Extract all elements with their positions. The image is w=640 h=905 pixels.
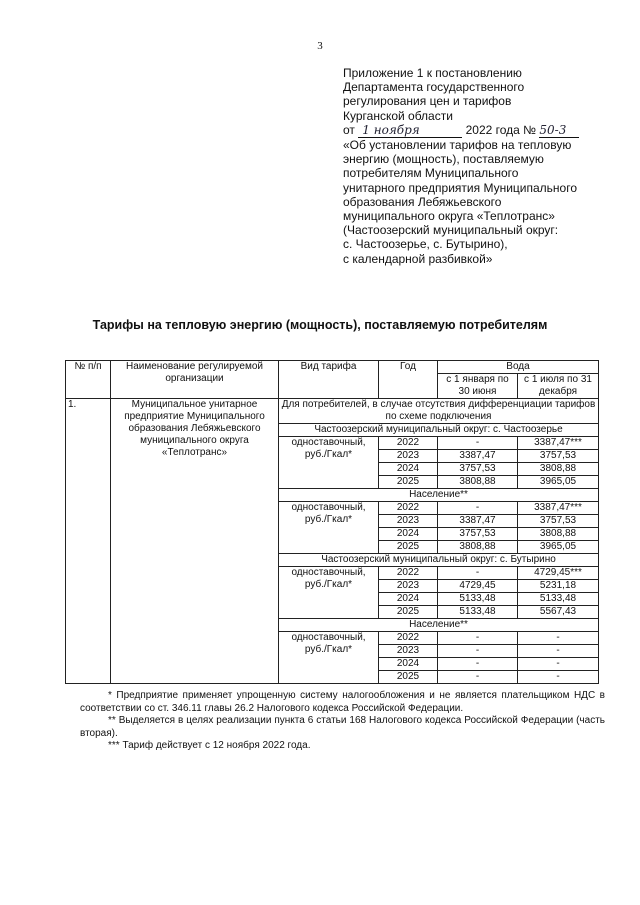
year-cell: 2024 bbox=[379, 463, 438, 476]
appendix-subject bbox=[343, 138, 633, 266]
tariff-h2-cell: 3757,53 bbox=[518, 450, 599, 463]
year-text: 2022 года № bbox=[465, 122, 537, 137]
tariff-h2-cell: 3387,47*** bbox=[518, 437, 599, 450]
tariff-h2-cell: 5231,18 bbox=[518, 580, 599, 593]
section-heading: Население** bbox=[279, 489, 599, 502]
subject-line: с. Частоозерье, с. Бутырино), bbox=[343, 237, 508, 252]
header-type: Вид тарифа bbox=[279, 361, 379, 399]
tariff-h1-cell: - bbox=[438, 671, 518, 684]
header-num: № п/п bbox=[66, 361, 111, 399]
tariff-h2-cell: 4729,45*** bbox=[518, 567, 599, 580]
tariff-h1-cell: - bbox=[438, 567, 518, 580]
tariff-h2-cell: 3387,47*** bbox=[518, 502, 599, 515]
tariff-h2-cell: 3808,88 bbox=[518, 463, 599, 476]
tariff-h1-cell: 3387,47 bbox=[438, 515, 518, 528]
header-water: Вода bbox=[438, 361, 599, 374]
appendix-block bbox=[343, 66, 633, 266]
section-heading: Частоозерский муниципальный округ: с. Частоозерье bbox=[279, 424, 599, 437]
tariff-h2-cell: - bbox=[518, 658, 599, 671]
year-cell: 2024 bbox=[379, 528, 438, 541]
tariff-h2-cell: 5567,43 bbox=[518, 606, 599, 619]
tariff-h2-cell: - bbox=[518, 645, 599, 658]
tariff-h1-cell: 3808,88 bbox=[438, 541, 518, 554]
tariff-h2-cell: 3965,05 bbox=[518, 541, 599, 554]
appendix-line: Департамента государственного bbox=[343, 80, 525, 95]
header-period-2: с 1 июля по 31 декабря bbox=[518, 374, 599, 399]
subject-line: образования Лебяжьевского bbox=[343, 194, 502, 209]
tariff-h1-cell: 3808,88 bbox=[438, 476, 518, 489]
footnote: ** Выделяется в целях реализации пункта 6 статьи 168 Налогового кодекса Российской Федерации (часть вторая). bbox=[80, 715, 605, 739]
appendix-line: регулирования цен и тарифов bbox=[343, 94, 512, 109]
page-number: 3 bbox=[317, 40, 323, 52]
subject-line: муниципального округа «Теплотранс» bbox=[343, 209, 555, 224]
subject-line: «Об установлении тарифов на тепловую bbox=[343, 138, 572, 153]
year-cell: 2023 bbox=[379, 450, 438, 463]
tariff-h1-cell: - bbox=[438, 632, 518, 645]
subject-line: энергию (мощность), поставляемую bbox=[343, 152, 544, 167]
subject-line: унитарного предприятия Муниципального bbox=[343, 180, 577, 195]
year-cell: 2024 bbox=[379, 593, 438, 606]
tariff-h2-cell: 5133,48 bbox=[518, 593, 599, 606]
section-heading: Для потребителей, в случае отсутствия дифференциации тарифов по схеме подключения bbox=[279, 399, 599, 424]
tariff-h2-cell: - bbox=[518, 671, 599, 684]
header-org: Наименование регулируемой организации bbox=[111, 361, 279, 399]
tariff-h1-cell: 5133,48 bbox=[438, 593, 518, 606]
tariff-table bbox=[65, 360, 599, 684]
tariff-h1-cell: - bbox=[438, 437, 518, 450]
header-period-1: с 1 января по 30 июня bbox=[438, 374, 518, 399]
tariff-h2-cell: 3808,88 bbox=[518, 528, 599, 541]
tariff-h1-cell: 5133,48 bbox=[438, 606, 518, 619]
table-title: Тарифы на тепловую энергию (мощность), поставляемую потребителям bbox=[92, 318, 548, 332]
footnote: *** Тариф действует с 12 ноября 2022 года. bbox=[108, 740, 311, 751]
tariff-h2-cell: - bbox=[518, 632, 599, 645]
year-cell: 2022 bbox=[379, 567, 438, 580]
handwritten-date: 1 ноября bbox=[358, 123, 462, 138]
subject-line: потребителям Муниципального bbox=[343, 166, 519, 181]
year-cell: 2025 bbox=[379, 606, 438, 619]
year-cell: 2024 bbox=[379, 658, 438, 671]
tariff-h2-cell: 3757,53 bbox=[518, 515, 599, 528]
appendix-line: Курганской области bbox=[343, 108, 453, 123]
subject-line: (Частоозерский муниципальный округ: bbox=[343, 223, 559, 238]
year-cell: 2023 bbox=[379, 580, 438, 593]
year-cell: 2022 bbox=[379, 502, 438, 515]
tariff-type: одноставочный, руб./Гкал* bbox=[279, 502, 379, 554]
tariff-h1-cell: - bbox=[438, 645, 518, 658]
year-cell: 2025 bbox=[379, 476, 438, 489]
header-year: Год bbox=[379, 361, 438, 399]
footnote: * Предприятие применяет упрощенную систему налогообложения и не является плательщиком НДС в соответствии со ст. 346.11 главы 26.2 Налогового кодекса Российской Федерации. bbox=[80, 690, 605, 714]
year-cell: 2022 bbox=[379, 437, 438, 450]
tariff-h1-cell: 3387,47 bbox=[438, 450, 518, 463]
date-prefix: от bbox=[343, 122, 355, 137]
tariff-type: одноставочный, руб./Гкал* bbox=[279, 567, 379, 619]
tariff-type: одноставочный, руб./Гкал* bbox=[279, 632, 379, 684]
footnotes bbox=[80, 690, 605, 753]
year-cell: 2023 bbox=[379, 515, 438, 528]
tariff-h1-cell: - bbox=[438, 502, 518, 515]
year-cell: 2022 bbox=[379, 632, 438, 645]
year-cell: 2025 bbox=[379, 541, 438, 554]
section-heading-row bbox=[66, 399, 599, 424]
appendix-line: Приложение 1 к постановлению bbox=[343, 66, 522, 80]
tariff-type: одноставочный, руб./Гкал* bbox=[279, 437, 379, 489]
tariff-h2-cell: 3965,05 bbox=[518, 476, 599, 489]
appendix-date-line bbox=[343, 123, 633, 138]
row-number: 1. bbox=[66, 399, 111, 684]
subject-line: с календарной разбивкой» bbox=[343, 251, 493, 266]
year-cell: 2025 bbox=[379, 671, 438, 684]
organization-name: Муниципальное унитарное предприятие Муниципального образования Лебяжьевского муниципального округа «Теплотранс» bbox=[111, 399, 279, 684]
tariff-h1-cell: 3757,53 bbox=[438, 528, 518, 541]
section-heading: Население** bbox=[279, 619, 599, 632]
tariff-h1-cell: 3757,53 bbox=[438, 463, 518, 476]
section-heading: Частоозерский муниципальный округ: с. Бутырино bbox=[279, 554, 599, 567]
tariff-h1-cell: - bbox=[438, 658, 518, 671]
handwritten-number: 50-3 bbox=[539, 123, 579, 138]
year-cell: 2023 bbox=[379, 645, 438, 658]
tariff-h1-cell: 4729,45 bbox=[438, 580, 518, 593]
